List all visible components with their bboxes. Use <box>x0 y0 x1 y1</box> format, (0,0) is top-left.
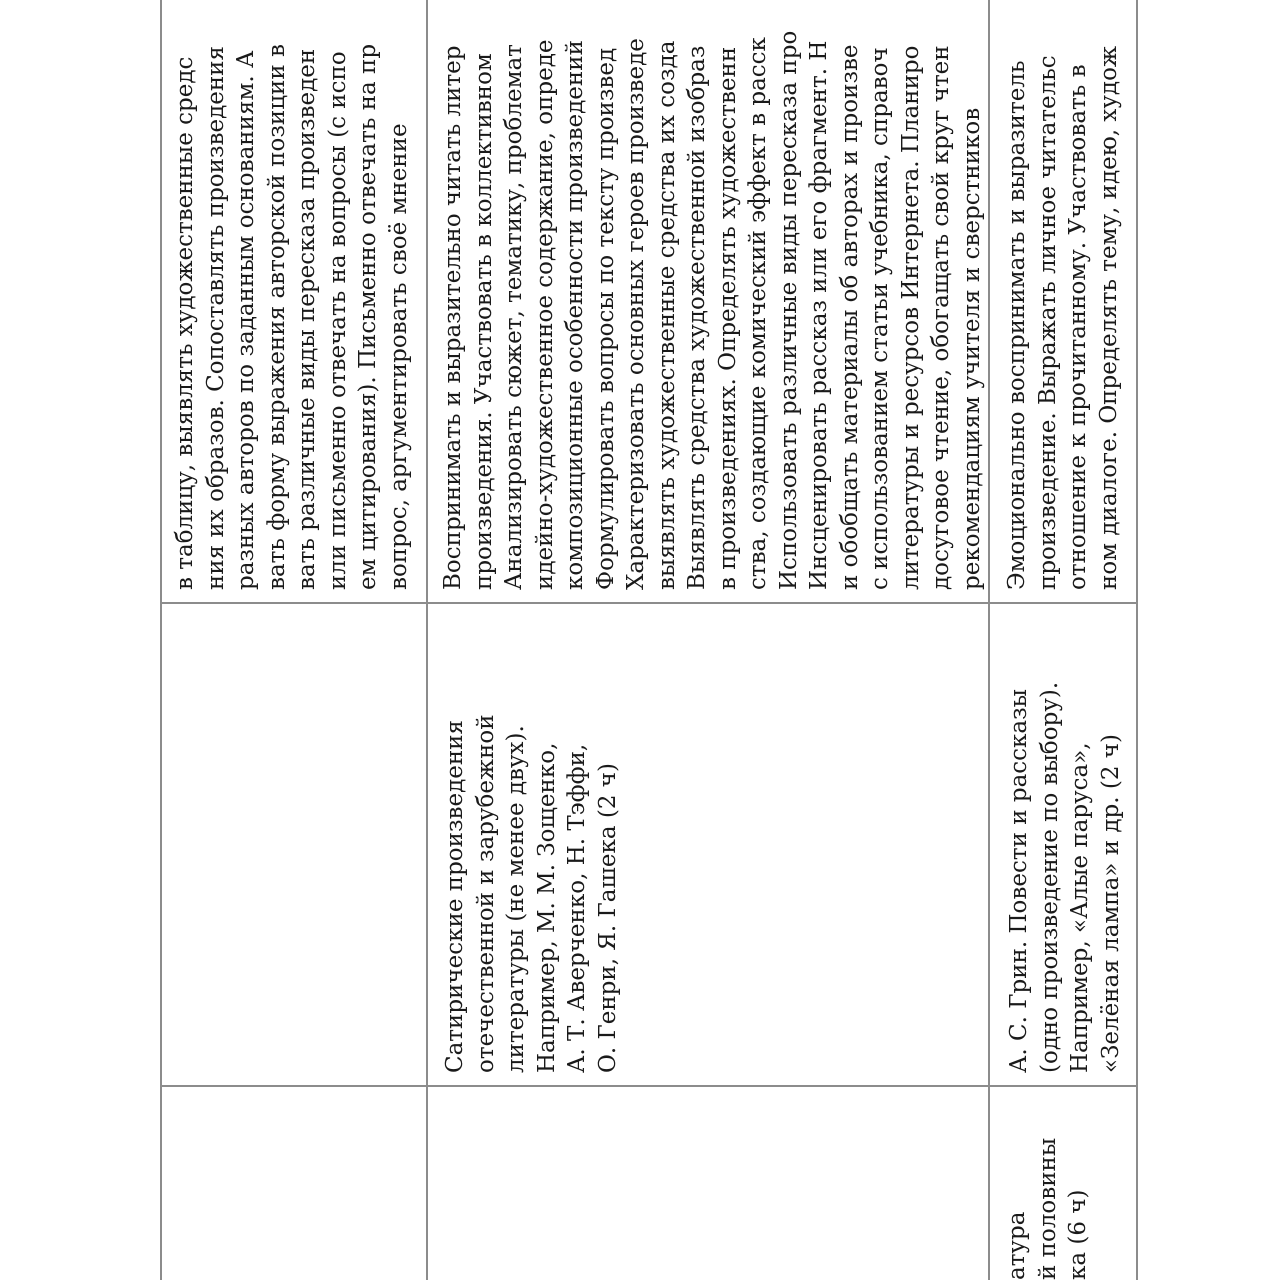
work-cell: А. С. Грин. Повести и рассказы (одно произведение по выбору). Например, «Алые паруса», «Зелёная лампа» и др. (2 ч) <box>1006 681 1124 1073</box>
table-row <box>160 0 426 1280</box>
table-row <box>988 0 1138 1280</box>
activities-cell: в таблицу, выявлять художественные средс ния их образов. Сопоставлять произведения разных авторов по заданным основаниям. А вать форму выражения авторской позиции в вать различные виды пересказа произведен или письменно отвечать на вопросы (с испо ем цитирования). Письменно отвечать на пр вопрос, аргументировать своё мнение <box>172 43 412 590</box>
work-cell <box>162 604 426 1087</box>
work-cell: Сатирические произведения отечественной и зарубежной литературы (не менее двух). Например, М. М. Зощенко, А. Т. Аверченко, Н. Тэффи, О. Генри, Я. Гашека (2 ч) <box>442 714 621 1073</box>
topic-cell <box>162 1087 426 1280</box>
program-table <box>160 0 1138 1280</box>
topic-cell: атура й половины ка (6 ч) <box>1004 1137 1091 1280</box>
activities-cell: Эмоционально воспринимать и выразитель произведение. Выражать личное читательс отношение к прочитанному. Участвовать в ном диалоге. Определять тему, идею, худож <box>1004 45 1122 590</box>
table-row <box>426 0 988 1280</box>
topic-cell <box>428 1087 988 1280</box>
activities-cell: Воспринимать и выразительно читать литер произведения. Участвовать в коллективном Анализировать сюжет, тематику, проблемат идейно-художественное содержание, опреде композиционные особенности произведений Формулировать вопросы по тексту произвед Характеризовать основных героев произведе выявлять художественные средства их созда Выявлять средства художественной изобраз в произведениях. Определять художественн ства, создающие комический эффект в расск Использовать различные виды пересказа про Инсценировать рассказ или его фрагмент. Н и обобщать материалы об авторах и произве с использованием статьи учебника, справоч литературы и ресурсов Интернета. Планиро досуговое чтение, обогащать свой круг чтен рекомендациям учителя и сверстников <box>440 30 985 590</box>
